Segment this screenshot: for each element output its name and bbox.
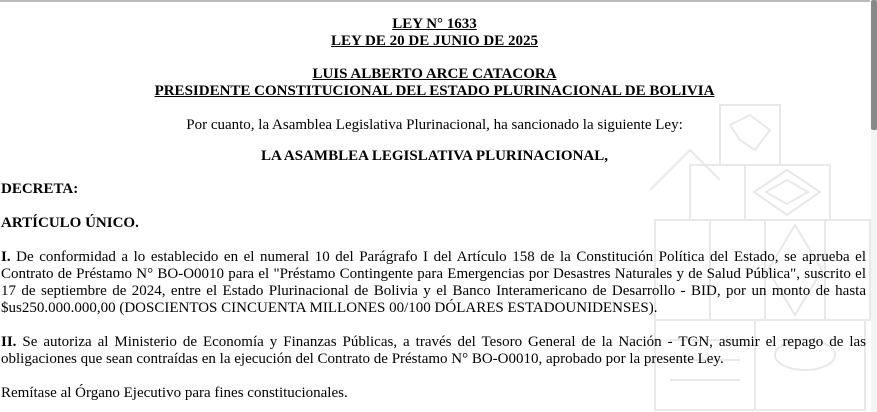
closing-text: Remítase al Órgano Ejecutivo para fines constitucionales.	[1, 385, 348, 401]
top-border	[0, 0, 870, 2]
president-title: PRESIDENTE CONSTITUCIONAL DEL ESTADO PLURINACIONAL DE BOLIVIA	[154, 83, 715, 99]
law-document	[3, 16, 866, 402]
paragraph-1	[1, 249, 866, 317]
assembly-heading: LA ASAMBLEA LEGISLATIVA PLURINACIONAL,	[260, 148, 609, 164]
preamble: Por cuanto, la Asamblea Legislativa Plurinacional, ha sancionado la siguiente Ley:	[186, 117, 683, 133]
law-number: LEY N° 1633	[392, 16, 477, 32]
paragraph-2-number: II.	[1, 334, 17, 350]
paragraph-2	[1, 334, 866, 368]
decreta-heading: DECRETA:	[1, 181, 79, 197]
article-heading: ARTÍCULO ÚNICO.	[1, 215, 139, 231]
paragraph-1-text: De conformidad a lo establecido en el numeral 10 del Parágrafo I del Artículo 158 de la Constitución Política del Estado, se aprueba el Contrato de Préstamo N° BO-O0010 para el "Préstamo Contingente para Emergencias por Desastres Naturales y de Salud Pública", suscrito el 17 de septiembre de 2024, entre el Estado Plurinacional de Bolivia y el Banco Interamericano de Desarrollo - BID, por un monto de hasta $us250.000.000,00 (DOSCIENTOS CINCUENTA MILLONES 00/100 DÓLARES ESTADOUNIDENSES).	[1, 249, 866, 316]
president-name: LUIS ALBERTO ARCE CATACORA	[312, 66, 557, 82]
scrollbar-thumb[interactable]	[871, 0, 877, 130]
law-date: LEY DE 20 DE JUNIO DE 2025	[331, 33, 538, 49]
scrollbar-track[interactable]	[871, 0, 877, 412]
paragraph-2-text: Se autoriza al Ministerio de Economía y Finanzas Públicas, a través del Tesoro General de la Nación - TGN, asumir el repago de las obligaciones que sean contraídas en la ejecución del Contrato de Préstamo N° BO-O0010, aprobado por la presente Ley.	[1, 334, 866, 367]
paragraph-1-number: I.	[1, 249, 11, 265]
